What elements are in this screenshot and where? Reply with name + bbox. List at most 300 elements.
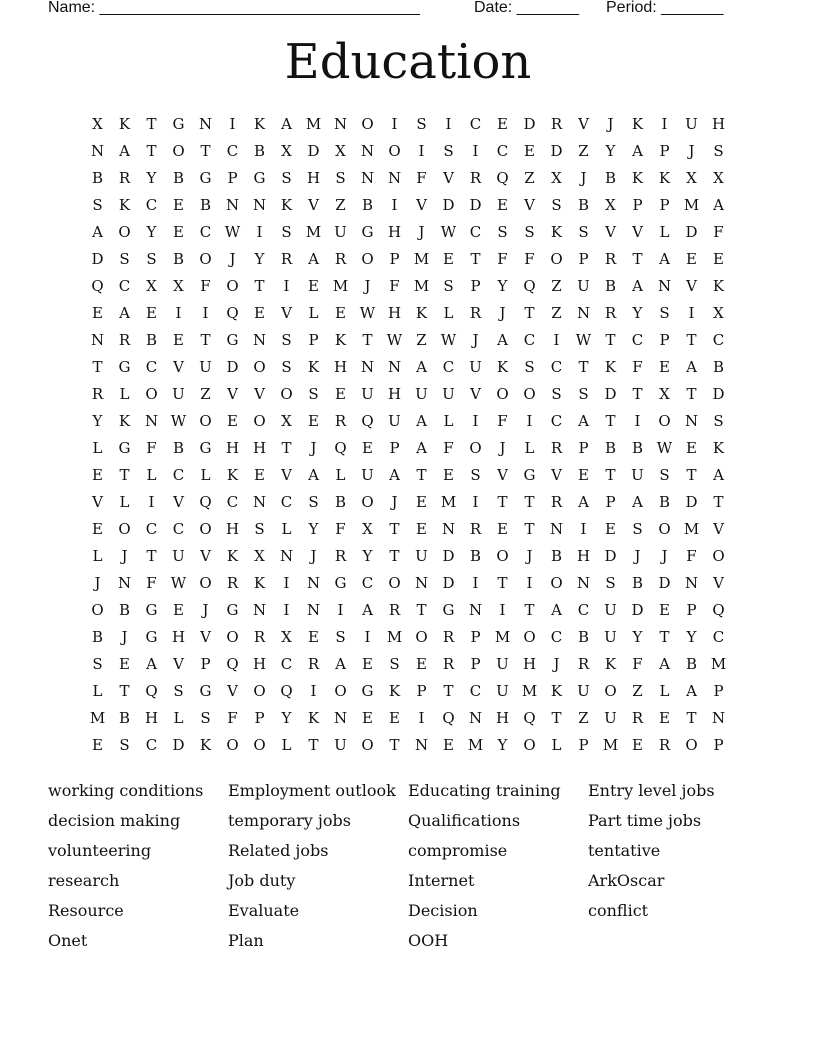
grid-letter: N [387, 358, 402, 376]
grid-letter: Q [523, 709, 536, 727]
grid-letter: M [413, 250, 430, 268]
grid-letter: Y [92, 412, 103, 430]
grid-letter: A [308, 250, 319, 268]
grid-letter: C [361, 574, 374, 592]
grid-letter: U [577, 682, 590, 700]
grid-letter: J [472, 331, 479, 349]
grid-letter: V [227, 682, 238, 700]
grid-letter: Y [254, 250, 265, 268]
grid-letter: P [254, 709, 265, 727]
grid-letter: T [416, 466, 427, 484]
grid-letter: E [659, 601, 670, 619]
grid-letter: N [252, 601, 267, 619]
grid-letter: C [199, 223, 212, 241]
word-bank-item: Resource [48, 901, 124, 920]
grid-letter: Q [91, 277, 104, 295]
grid-letter: B [631, 439, 644, 457]
grid-letter: V [524, 196, 535, 214]
grid-letter: O [253, 358, 266, 376]
grid-letter: A [92, 223, 103, 241]
word-bank-row [48, 806, 788, 836]
grid-letter: R [307, 655, 320, 673]
grid-letter: R [469, 520, 482, 538]
grid-letter: K [334, 331, 347, 349]
grid-letter: R [118, 331, 131, 349]
word-bank-item: temporary jobs [228, 811, 351, 830]
grid-letter: S [659, 304, 670, 322]
word-bank-item: Related jobs [228, 841, 329, 860]
grid-letter: T [281, 439, 292, 457]
grid-letter: O [604, 682, 617, 700]
word-bank-item: Educating training [408, 781, 561, 800]
grid-letter: C [712, 628, 725, 646]
grid-letter: A [713, 196, 724, 214]
grid-letter: T [659, 628, 670, 646]
grid-letter: M [683, 196, 700, 214]
grid-row [84, 327, 732, 354]
grid-letter: I [472, 412, 479, 430]
grid-letter: B [118, 709, 131, 727]
grid-letter: W [170, 574, 187, 592]
grid-letter: A [281, 115, 292, 133]
grid-letter: E [146, 304, 157, 322]
grid-letter: Q [523, 277, 536, 295]
grid-letter: O [550, 574, 563, 592]
grid-letter: O [361, 736, 374, 754]
grid-letter: T [551, 709, 562, 727]
grid-letter: T [686, 709, 697, 727]
grid-letter: N [387, 169, 402, 187]
grid-letter: E [308, 412, 319, 430]
grid-letter: C [145, 520, 158, 538]
grid-letter: A [713, 466, 724, 484]
grid-letter: F [146, 439, 157, 457]
grid-letter: V [686, 277, 697, 295]
grid-letter: J [229, 250, 236, 268]
grid-letter: T [578, 358, 589, 376]
grid-letter: R [550, 439, 563, 457]
word-bank-item: conflict [588, 901, 649, 920]
grid-letter: I [202, 304, 209, 322]
grid-letter: O [199, 574, 212, 592]
grid-letter: O [361, 250, 374, 268]
grid-letter: S [416, 115, 427, 133]
grid-letter: H [144, 709, 159, 727]
grid-row [84, 138, 732, 165]
grid-letter: A [416, 439, 427, 457]
grid-letter: K [253, 115, 266, 133]
grid-letter: D [523, 115, 536, 133]
grid-letter: T [497, 493, 508, 511]
grid-letter: K [280, 196, 293, 214]
grid-letter: Y [497, 736, 508, 754]
grid-letter: R [253, 628, 266, 646]
grid-letter: P [470, 277, 481, 295]
grid-letter: S [308, 385, 319, 403]
grid-letter: K [712, 277, 725, 295]
grid-letter: C [469, 682, 482, 700]
grid-letter: T [605, 466, 616, 484]
grid-letter: B [685, 655, 698, 673]
grid-letter: N [468, 601, 483, 619]
grid-letter: N [549, 520, 564, 538]
grid-letter: D [442, 547, 455, 565]
grid-letter: W [440, 223, 457, 241]
grid-letter: X [281, 628, 292, 646]
grid-letter: W [386, 331, 403, 349]
grid-letter: B [253, 142, 266, 160]
grid-letter: O [226, 628, 239, 646]
grid-row [84, 192, 732, 219]
grid-letter: E [335, 304, 346, 322]
grid-letter: H [252, 439, 267, 457]
grid-letter: B [172, 250, 185, 268]
grid-letter: S [281, 358, 292, 376]
grid-letter: O [658, 520, 671, 538]
grid-letter: G [145, 601, 158, 619]
grid-letter: Y [497, 277, 508, 295]
grid-letter: N [252, 196, 267, 214]
grid-letter: S [92, 196, 103, 214]
grid-letter: B [172, 439, 185, 457]
grid-letter: I [688, 304, 695, 322]
grid-letter: L [146, 466, 157, 484]
grid-letter: V [254, 385, 265, 403]
grid-letter: L [443, 412, 454, 430]
grid-letter: T [443, 682, 454, 700]
grid-letter: I [580, 520, 587, 538]
grid-letter: J [94, 574, 101, 592]
grid-letter: A [686, 358, 697, 376]
grid-letter: E [173, 196, 184, 214]
grid-letter: C [631, 331, 644, 349]
grid-letter: F [227, 709, 238, 727]
grid-letter: I [337, 601, 344, 619]
grid-letter: H [522, 655, 537, 673]
word-bank-item: Internet [408, 871, 475, 890]
grid-letter: J [661, 547, 668, 565]
grid-letter: Q [145, 682, 158, 700]
grid-letter: R [658, 736, 671, 754]
grid-letter: C [280, 655, 293, 673]
grid-letter: C [523, 331, 536, 349]
grid-letter: V [470, 385, 481, 403]
grid-letter: G [361, 223, 374, 241]
grid-letter: G [199, 169, 212, 187]
grid-letter: F [389, 277, 400, 295]
grid-letter: I [472, 574, 479, 592]
grid-letter: X [92, 115, 103, 133]
grid-letter: U [172, 547, 185, 565]
grid-letter: T [146, 115, 157, 133]
grid-letter: X [173, 277, 184, 295]
grid-letter: S [92, 655, 103, 673]
grid-letter: D [631, 601, 644, 619]
grid-letter: O [118, 520, 131, 538]
grid-letter: T [146, 547, 157, 565]
grid-letter: N [360, 169, 375, 187]
grid-letter: K [631, 169, 644, 187]
grid-letter: A [119, 304, 130, 322]
grid-letter: V [200, 547, 211, 565]
grid-letter: P [659, 142, 670, 160]
grid-letter: N [684, 574, 699, 592]
grid-letter: F [497, 412, 508, 430]
grid-letter: J [121, 547, 128, 565]
grid-letter: U [604, 601, 617, 619]
grid-letter: R [388, 601, 401, 619]
word-bank-item: tentative [588, 841, 661, 860]
grid-letter: B [631, 574, 644, 592]
grid-letter: C [145, 736, 158, 754]
word-bank-row [48, 926, 788, 956]
grid-letter: H [171, 628, 186, 646]
grid-letter: X [281, 142, 292, 160]
grid-letter: O [91, 601, 104, 619]
grid-letter: V [497, 466, 508, 484]
grid-row [84, 516, 732, 543]
grid-letter: D [658, 574, 671, 592]
grid-letter: V [92, 493, 103, 511]
grid-letter: I [310, 682, 317, 700]
grid-letter: W [440, 331, 457, 349]
grid-letter: E [443, 250, 454, 268]
grid-letter: L [281, 736, 292, 754]
grid-letter: H [333, 358, 348, 376]
grid-letter: N [144, 412, 159, 430]
grid-letter: V [308, 196, 319, 214]
word-bank-item: Entry level jobs [588, 781, 715, 800]
grid-letter: R [550, 115, 563, 133]
grid-letter: E [362, 439, 373, 457]
grid-letter: U [334, 223, 347, 241]
grid-letter: U [604, 628, 617, 646]
grid-row [84, 705, 732, 732]
grid-letter: B [91, 169, 104, 187]
grid-letter: O [388, 142, 401, 160]
grid-letter: Q [334, 439, 347, 457]
grid-letter: Y [632, 304, 643, 322]
grid-letter: V [578, 115, 589, 133]
grid-letter: Q [361, 412, 374, 430]
grid-letter: A [416, 358, 427, 376]
grid-letter: J [310, 547, 317, 565]
grid-letter: D [91, 250, 104, 268]
grid-letter: K [550, 223, 563, 241]
grid-letter: S [578, 385, 589, 403]
grid-letter: N [225, 196, 240, 214]
grid-row [84, 597, 732, 624]
grid-letter: L [308, 304, 319, 322]
grid-letter: U [172, 385, 185, 403]
grid-letter: J [688, 142, 695, 160]
grid-letter: Y [281, 709, 292, 727]
grid-letter: G [226, 601, 239, 619]
grid-letter: S [632, 520, 643, 538]
grid-letter: I [175, 304, 182, 322]
grid-letter: P [389, 439, 400, 457]
grid-letter: J [526, 547, 533, 565]
word-bank-item: Employment outlook [228, 781, 396, 800]
grid-letter: C [226, 493, 239, 511]
grid-letter: B [604, 277, 617, 295]
word-bank-row [48, 866, 788, 896]
grid-letter: T [470, 250, 481, 268]
grid-letter: R [631, 709, 644, 727]
grid-letter: L [119, 493, 130, 511]
grid-letter: J [499, 439, 506, 457]
grid-letter: V [200, 628, 211, 646]
grid-letter: T [686, 385, 697, 403]
grid-letter: E [416, 655, 427, 673]
grid-letter: K [658, 169, 671, 187]
grid-letter: W [656, 439, 673, 457]
grid-letter: K [226, 466, 239, 484]
grid-letter: Z [551, 277, 562, 295]
grid-letter: D [469, 196, 482, 214]
grid-letter: T [389, 520, 400, 538]
grid-letter: I [472, 493, 479, 511]
period-field-label: Period: _______ [606, 0, 724, 16]
grid-letter: E [497, 520, 508, 538]
grid-letter: Y [605, 142, 616, 160]
grid-letter: O [199, 520, 212, 538]
word-bank-item [588, 926, 768, 956]
grid-row [84, 624, 732, 651]
grid-row [84, 273, 732, 300]
grid-letter: U [442, 385, 455, 403]
grid-letter: S [173, 682, 184, 700]
word-bank-row [48, 836, 788, 866]
grid-letter: L [92, 682, 103, 700]
grid-letter: O [685, 736, 698, 754]
grid-letter: I [445, 115, 452, 133]
grid-letter: S [146, 250, 157, 268]
grid-letter: J [634, 547, 641, 565]
grid-letter: I [472, 142, 479, 160]
grid-letter: O [550, 250, 563, 268]
grid-letter: F [524, 250, 535, 268]
grid-letter: S [551, 196, 562, 214]
grid-letter: D [307, 142, 320, 160]
grid-letter: T [497, 574, 508, 592]
grid-letter: V [281, 466, 292, 484]
grid-letter: J [391, 493, 398, 511]
grid-letter: S [443, 142, 454, 160]
grid-letter: F [632, 655, 643, 673]
grid-letter: E [254, 304, 265, 322]
grid-letter: M [683, 520, 700, 538]
grid-letter: R [334, 250, 347, 268]
grid-letter: O [388, 574, 401, 592]
grid-letter: X [551, 169, 562, 187]
grid-letter: K [550, 682, 563, 700]
grid-letter: N [252, 493, 267, 511]
grid-letter: X [281, 412, 292, 430]
grid-letter: J [202, 601, 209, 619]
grid-letter: E [686, 439, 697, 457]
grid-letter: E [92, 736, 103, 754]
word-bank-item: Job duty [228, 871, 296, 890]
grid-letter: B [712, 358, 725, 376]
grid-letter: E [713, 250, 724, 268]
grid-letter: N [684, 412, 699, 430]
grid-letter: N [252, 331, 267, 349]
grid-letter: K [307, 709, 320, 727]
grid-letter: N [333, 709, 348, 727]
grid-letter: T [389, 547, 400, 565]
grid-letter: N [360, 142, 375, 160]
grid-letter: O [361, 115, 374, 133]
grid-letter: O [145, 385, 158, 403]
grid-letter: Z [200, 385, 211, 403]
word-bank-item: compromise [408, 841, 508, 860]
word-bank-row [48, 896, 788, 926]
grid-letter: H [387, 385, 402, 403]
grid-letter: Y [686, 628, 697, 646]
grid-letter: T [686, 466, 697, 484]
grid-letter: W [224, 223, 241, 241]
word-bank-item: volunteering [48, 841, 152, 860]
grid-letter: T [524, 520, 535, 538]
grid-letter: P [470, 628, 481, 646]
grid-letter: Z [551, 304, 562, 322]
grid-letter: E [578, 466, 589, 484]
grid-letter: F [335, 520, 346, 538]
grid-letter: I [391, 115, 398, 133]
grid-letter: K [199, 736, 212, 754]
grid-letter: Q [226, 304, 239, 322]
grid-letter: O [334, 682, 347, 700]
grid-letter: L [659, 682, 670, 700]
grid-letter: R [442, 655, 455, 673]
grid-letter: B [604, 169, 617, 187]
grid-letter: Y [146, 169, 157, 187]
grid-letter: S [281, 331, 292, 349]
grid-letter: F [686, 547, 697, 565]
grid-letter: C [577, 601, 590, 619]
word-bank-item: Onet [48, 931, 88, 950]
grid-letter: N [306, 601, 321, 619]
grid-letter: I [229, 115, 236, 133]
grid-letter: X [659, 385, 670, 403]
grid-letter: T [200, 142, 211, 160]
grid-letter: K [712, 439, 725, 457]
grid-letter: A [497, 331, 508, 349]
grid-letter: H [306, 169, 321, 187]
grid-letter: K [604, 655, 617, 673]
grid-letter: K [415, 304, 428, 322]
grid-letter: S [335, 169, 346, 187]
grid-letter: O [496, 547, 509, 565]
grid-letter: B [145, 331, 158, 349]
grid-letter: N [90, 331, 105, 349]
grid-letter: S [578, 223, 589, 241]
grid-letter: R [334, 412, 347, 430]
grid-letter: P [578, 439, 589, 457]
grid-letter: I [283, 277, 290, 295]
grid-letter: U [361, 466, 374, 484]
grid-letter: A [416, 412, 427, 430]
grid-letter: Q [199, 493, 212, 511]
grid-letter: T [605, 331, 616, 349]
grid-letter: M [386, 628, 403, 646]
grid-letter: I [148, 493, 155, 511]
grid-letter: E [497, 115, 508, 133]
grid-letter: T [713, 493, 724, 511]
grid-letter: P [200, 655, 211, 673]
grid-letter: X [686, 169, 697, 187]
